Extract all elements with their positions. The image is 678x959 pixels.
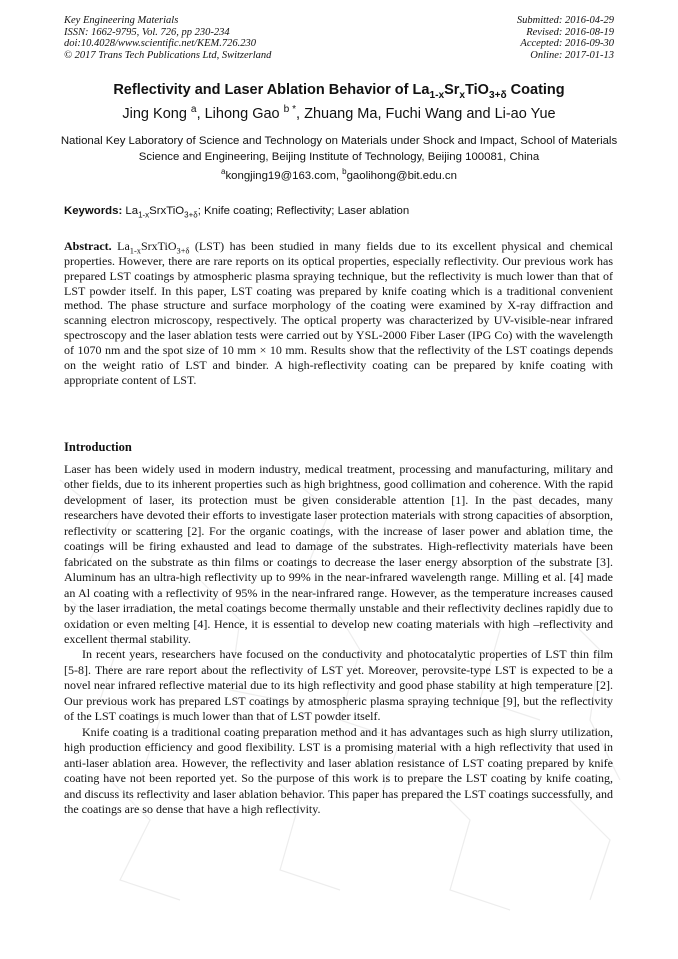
intro-paragraph-2: In recent years, researchers have focused on the conductivity and photocatalytic properties of LST thin film [5-8]. There are rare report about the reflectivity of LST yet. Moreover, perovsite-type LST is expected to be a novel near infrared reflective material due to its high reflectivity and good phase stability at high temperature [2]. Our previous work has prepared LST coatings by atmospheric plasma spraying technique [9], but the reflectivity of the LST coatings is much lower than that of LST powder itself. xyxy=(64,647,613,724)
online-date: Online: 2017-01-13 xyxy=(530,49,614,61)
abstract-label: Abstract. xyxy=(64,239,112,253)
journal-name: Key Engineering Materials xyxy=(64,15,179,26)
copyright: © 2017 Trans Tech Publications Ltd, Switzerland xyxy=(64,49,272,61)
intro-paragraph-3: Knife coating is a traditional coating preparation method and it has advantages such as high slurry utilization, high production efficiency and good flexibility. LST is a promising material with a high reflectivity that used in anti-laser ablation area. However, the reflectivity and laser ablation resistance of LST coating prepared by knife coating have not been reported yet. So the purpose of this work is to prepare the LST coating by knife coating, and discuss its reflectivity and laser ablation behavior. This paper has prepared the LST coatings successfully, and the coatings are so dense that have a high reflectivity. xyxy=(64,724,613,816)
affiliation: National Key Laboratory of Science and Technology on Materials under Shock and Impact, School of Materials Science and Engineering, Beijing Institute of Technology, Beijing 100081, China xyxy=(60,135,618,163)
email-link-b[interactable]: gaolihong@bit.edu.cn xyxy=(346,170,457,182)
intro-paragraph-1: Laser has been widely used in modern industry, medical treatment, processing and manufacturing, military and other fields, due to its inherent properties such as high brightness, good collimation and coherence. With the rapid development of laser, its protection must be given considerable attention [1]. In the past decades, many researchers have devoted their efforts to investigate laser protection materials with strong capacities of absorption, reflectivity or scattering [2]. For the organic coatings, with the increase of laser power and ablation time, the coatings will be firing exhausted and lead to damage of the substrates. High-reflectivity materials have been fabricated on the substrate as thin films or coatings to decrease the laser energy absorption of the substrate [3]. Aluminum has an ultra-high reflectivity up to 99% in the near-infrared wavelength range. Milling et al. [4] made an Al coating with a reflectivity of 95% in the near-infrared range. However, as the temperature increases caused by the laser irradiation, the metal coatings become thermally unstable and their reflectivity declines rapidly due to oxidation or even melting [4]. Hence, it is essential to develop new coating materials with high –reflectivity and excellent thermal stability. xyxy=(64,462,613,646)
author-list: Jing Kong $^a$, Lihong Gao $^{b *}$, Zhuang Ma, Fuchi Wang and Li-ao Yue xyxy=(122,104,556,122)
doi: doi:10.4028/www.scientific.net/KEM.726.230 xyxy=(64,38,256,50)
paper-title: Reflectivity and Laser Ablation Behavior of $La_{1-x}Sr_xTiO_{3+\delta}$ Coating xyxy=(113,82,565,101)
abstract: Abstract. $La_{1-x}SrxTiO_{3+\delta}$ (LST) has been studied in many fields due to its excellent physical and chemical properties. However, there are rare reports on its optical properties, especially reflectivity. Our previous work has prepared LST coatings by atmospheric plasma spraying technique, but the reflectivity is much lower than that of LST powder itself. In this paper, LST coating was prepared by knife coating which is a traditional convenient method. The phase structure and surface morphology of the coating were examined by X-ray diffraction and scanning electron microscopy, respectively. The optical property was characterized by UV-visible-near infrared spectroscopy and the laser ablation tests were carried out by YSL-2000 Fiber Laser (IPG Co) with the wavelength of 1070 nm and the spot size of 10 mm × 10 mm. Results show that the reflectivity of the LST coatings depends on the weight ratio of LST and binder. A high-reflectivity coating can be prepared by knife coating with appropriate content of LST. xyxy=(64,239,613,387)
email-link-a[interactable]: kongjing19@163.com, xyxy=(225,170,343,182)
accepted-date: Accepted: 2016-09-30 xyxy=(520,38,614,50)
keywords-label: Keywords: xyxy=(64,205,123,217)
section-heading-introduction: Introduction xyxy=(64,440,132,454)
introduction-body xyxy=(64,462,613,817)
journal-info xyxy=(64,15,271,61)
keywords: Keywords: $La_{1-x}SrxTiO_{3+\delta}$; Knife coating; Reflectivity; Laser ablation xyxy=(64,205,410,220)
submitted-date: Submitted: 2016-04-29 xyxy=(516,15,614,26)
dates-info xyxy=(517,15,614,61)
revised-date: Revised: 2016-08-19 xyxy=(526,26,614,38)
issn: ISSN: 1662-9795, Vol. 726, pp 230-234 xyxy=(64,26,230,38)
author-emails: $^a$kongjing19@163.com, $^b$gaolihong@bit.edu.cn xyxy=(221,167,457,182)
